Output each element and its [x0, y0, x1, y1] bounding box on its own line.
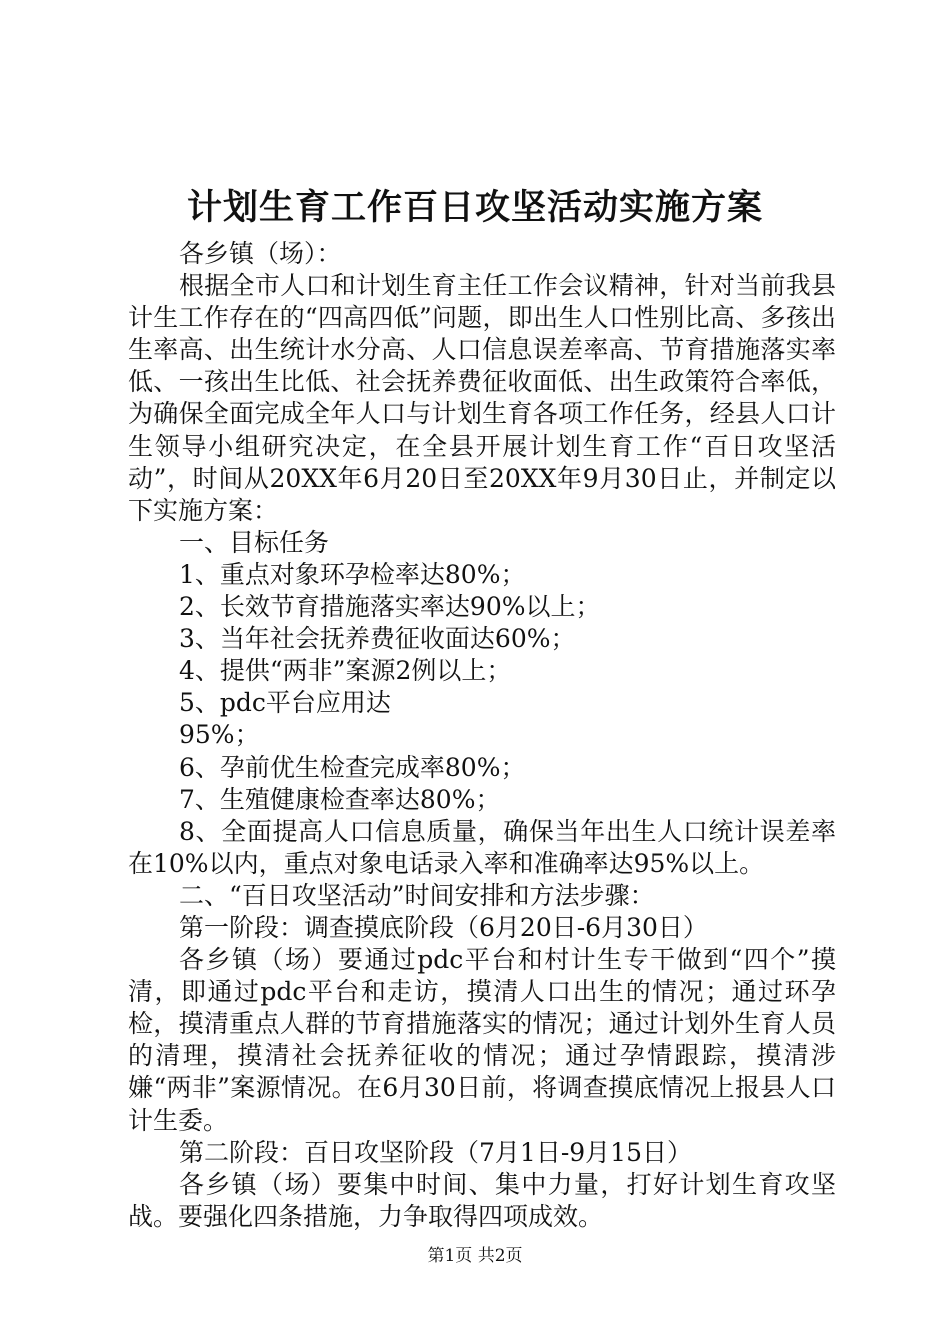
document-title: 计划生育工作百日攻坚活动实施方案	[186, 187, 763, 228]
target-item: 1、重点对象环孕检率达80%；	[179, 559, 526, 589]
phase1-paragraph: 各乡镇（场）要通过pdc平台和村计生专干做到“四个”摸清，即通过pdc平台和走访，摸清人口出生的情况；通过环孕检，摸清重点人群的节育措施落实的情况；通过计划外生育人员的清理，摸清社会抚养征收的情况；通过孕情跟踪，摸清涉嫌“两非”案源情况。在6月30日前，将调查摸底情况上报县人口计生委。	[128, 945, 836, 1135]
target-item: 3、当年社会抚养费征收面达60%；	[179, 624, 576, 654]
target-item: 5、pdc平台应用达	[179, 688, 391, 718]
target-item: 7、生殖健康检查率达80%；	[179, 784, 501, 814]
section-heading-targets: 一、目标任务	[179, 527, 330, 557]
phase1-heading: 第一阶段：调查摸底阶段（6月20日-6月30日）	[179, 912, 708, 942]
phase2-paragraph: 各乡镇（场）要集中时间、集中力量，打好计划生育攻坚战。要强化四条措施，力争取得四项成效。	[128, 1169, 836, 1231]
phase2-heading: 第二阶段：百日攻坚阶段（7月1日-9月15日）	[179, 1137, 692, 1167]
target-item: 2、长效节育措施落实率达90%以上；	[179, 592, 601, 622]
target-item: 6、孕前优生检查完成率80%；	[179, 752, 526, 782]
target-item: 95%；	[179, 720, 260, 750]
page-number-footer: 第1页 共2页	[427, 1246, 523, 1266]
section-heading-schedule: 二、“百日攻坚活动”时间安排和方法步骤：	[179, 880, 655, 910]
target-item: 8、全面提高人口信息质量，确保当年出生人口统计误差率在10%以内，重点对象电话录入率和准确率达95%以上。	[128, 816, 836, 878]
target-item: 4、提供“两非”案源2例以上；	[179, 656, 512, 686]
intro-paragraph: 根据全市人口和计划生育主任工作会议精神，针对当前我县计生工作存在的“四高四低”问题，即出生人口性别比高、多孩出生率高、出生统计水分高、人口信息误差率高、节育措施落实率低、一孩出生比低、社会抚养费征收面低、出生政策符合率低，为确保全面完成全年人口与计划生育各项工作任务，经县人口计生领导小组研究决定，在全县开展计划生育工作“百日攻坚活动”，时间从20XX年6月20日至20XX年9月30日止，并制定以下实施方案：	[128, 271, 836, 525]
document-body	[128, 238, 836, 1233]
salutation: 各乡镇（场）：	[179, 239, 342, 268]
